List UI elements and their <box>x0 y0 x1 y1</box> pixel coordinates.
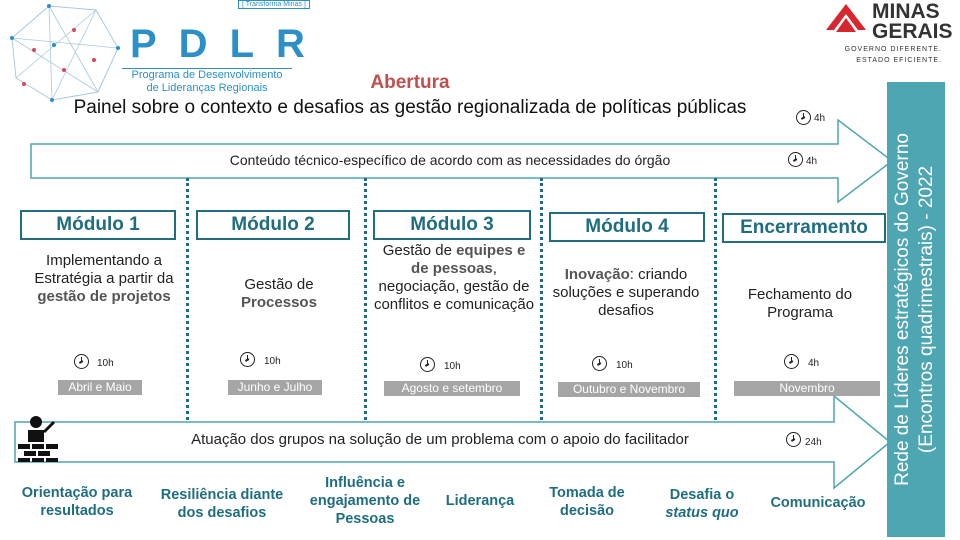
clock-icon <box>420 357 435 372</box>
competency-influence: Influência e engajamento de Pessoas <box>309 475 421 527</box>
clock-icon <box>788 152 803 167</box>
module-separator <box>364 178 367 420</box>
worker-building-wall-icon <box>18 414 58 462</box>
module-2-header: Módulo 2 <box>196 210 350 240</box>
brand-name-line: GERAIS <box>872 20 953 43</box>
brand-name <box>872 2 953 42</box>
module-3-text: Gestão de <box>382 242 457 259</box>
module-separator <box>540 178 543 420</box>
brand-tagline-line: GOVERNO DIFERENTE. <box>844 46 942 53</box>
group-work-hours: 24h <box>805 437 822 448</box>
module-1-hours: 10h <box>97 358 114 369</box>
module-4-highlight: Inovação <box>564 266 630 283</box>
clock-icon <box>784 354 799 369</box>
module-2-period: Junho e Julho <box>228 380 322 395</box>
network-globe-logo <box>4 0 122 104</box>
side-banner <box>887 82 945 537</box>
opening-hours: 4h <box>814 113 826 124</box>
closing-description <box>730 286 870 322</box>
clock-icon <box>592 356 607 371</box>
closing-header: Encerramento <box>722 213 886 243</box>
module-2-text: Gestão de <box>244 276 314 293</box>
side-banner-line1: Rede de Líderes estratégicos do Governo <box>892 133 913 486</box>
brand-tagline <box>836 44 942 66</box>
technical-hours: 4h <box>806 156 818 167</box>
competency-communication: Comunicação <box>770 495 866 511</box>
logo-subtitle-line: de Lideranças Regionais <box>146 82 268 94</box>
module-1-highlight: gestão de projetos <box>37 288 171 305</box>
group-work-text: Atuação dos grupos na solução de um problema com o apoio do facilitador <box>191 431 689 448</box>
module-4-text: : criando soluções e superando desafios <box>552 266 700 319</box>
module-separator <box>186 178 189 420</box>
module-3-highlight: equipes e de pessoas <box>411 242 526 277</box>
module-4-period: Outubro e Novembro <box>558 382 700 397</box>
technical-content-text: Conteúdo técnico-específico de acordo com as necessidades do órgão <box>229 152 671 168</box>
logo-title: PDLR <box>130 22 327 66</box>
clock-icon <box>786 432 801 447</box>
opening-subtitle: Painel sobre o contexto e desafios as gestão regionalizada de políticas públicas <box>73 97 747 118</box>
module-3-header: Módulo 3 <box>373 210 531 240</box>
module-4-header: Módulo 4 <box>549 212 705 242</box>
competency-results: Orientação para resultados <box>21 485 133 519</box>
minas-gerais-icon <box>826 4 866 38</box>
competency-leadership: Liderança <box>445 493 515 509</box>
logo-subtitle-line: Programa de Desenvolvimento <box>131 69 283 81</box>
closing-text: Fechamento do Programa <box>747 286 853 321</box>
module-2-highlight: Processos <box>241 294 317 311</box>
closing-hours: 4h <box>808 358 820 369</box>
module-separator <box>714 178 717 420</box>
module-1-description <box>26 252 182 306</box>
module-1-period: Abril e Maio <box>58 380 142 395</box>
competency-resilience: Resiliência diante dos desafios <box>160 487 284 521</box>
side-banner-line2: (Encontros quadrimestrais) - 2022 <box>916 165 937 454</box>
competency-decision: Tomada de decisão <box>549 485 625 519</box>
opening-title: Abertura <box>370 72 450 93</box>
brand-name-line: MINAS <box>872 0 940 23</box>
clock-icon <box>74 354 89 369</box>
module-3-description <box>372 242 536 314</box>
competency-challenge-text: Desafia o <box>669 487 735 503</box>
closing-period: Novembro <box>734 381 880 396</box>
logo-subtitle <box>122 68 292 95</box>
module-2-description <box>214 276 344 312</box>
competency-challenge <box>650 486 754 522</box>
module-1-text: Implementando a Estratégia a partir da <box>34 252 174 287</box>
competency-challenge-italic: status quo <box>665 505 739 521</box>
module-4-hours: 10h <box>616 360 633 371</box>
module-3-text-rest: , negociação, gestão de conflitos e comunicação <box>373 260 535 313</box>
module-4-description <box>548 266 704 320</box>
module-2-hours: 10h <box>264 356 281 367</box>
brand-tagline-line: ESTADO EFICIENTE. <box>856 57 942 64</box>
clock-icon <box>240 352 255 367</box>
module-3-hours: 10h <box>444 361 461 372</box>
module-1-header: Módulo 1 <box>20 210 176 240</box>
logo-tag: [ Transforma Minas ] <box>238 0 310 9</box>
side-banner-text <box>887 82 945 537</box>
module-3-period: Agosto e setembro <box>384 381 520 396</box>
